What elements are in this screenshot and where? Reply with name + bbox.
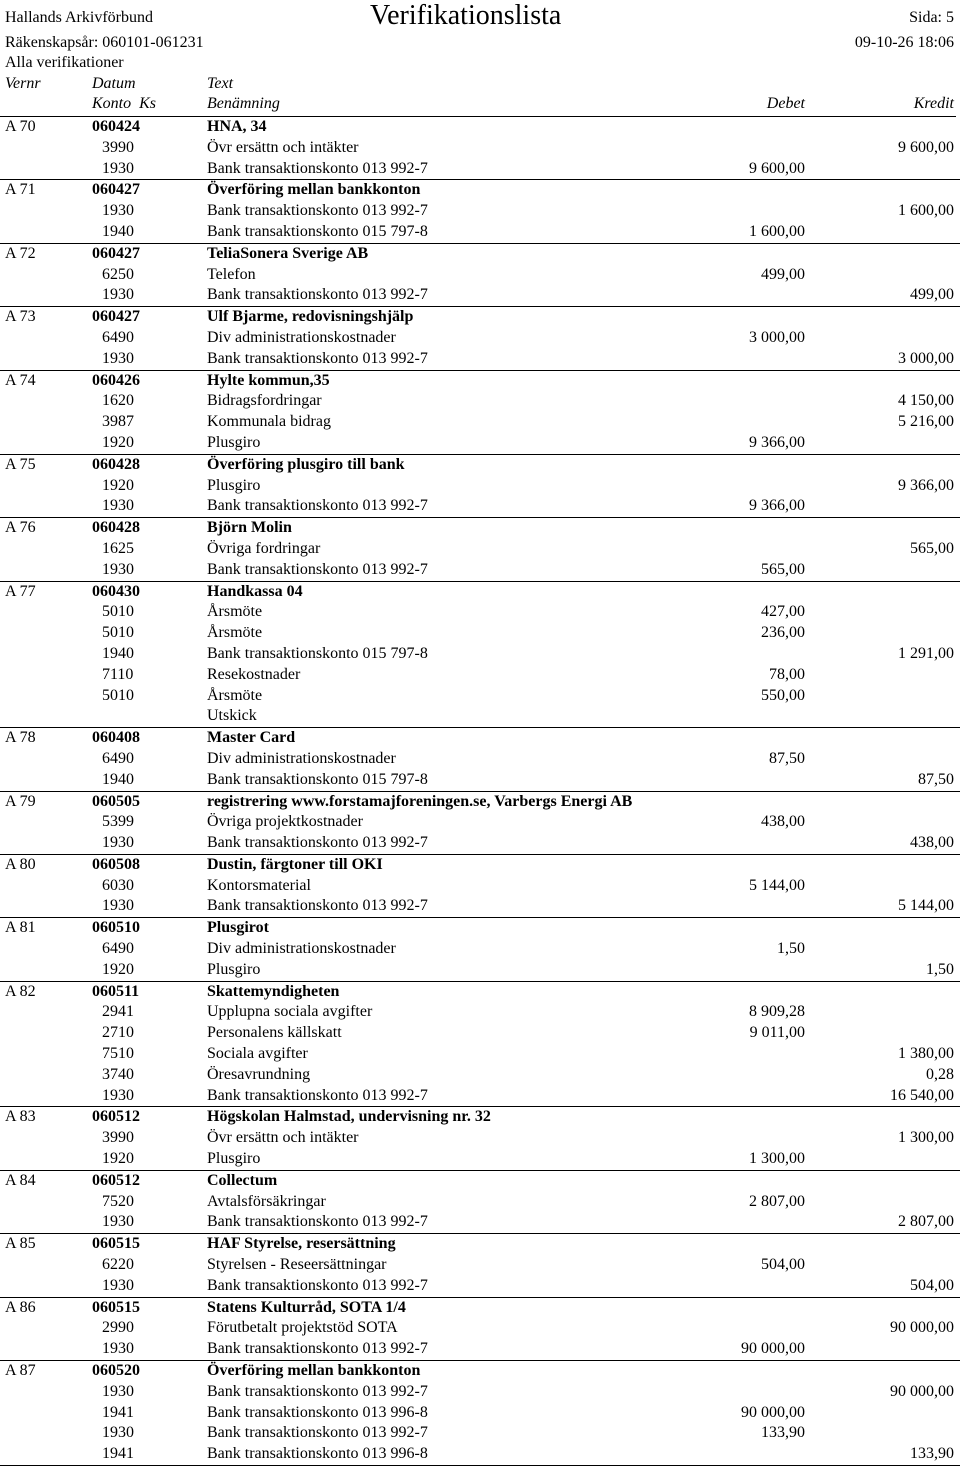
transaction-row [0, 476, 960, 497]
transaction-row [0, 602, 960, 623]
voucher [0, 1298, 960, 1361]
account-number: 5010 [102, 624, 134, 642]
account-name: Resekostnader [207, 665, 301, 683]
voucher-header-row [0, 244, 960, 265]
account-name: Öresavrundning [207, 1065, 311, 1083]
credit-amount: 499,00 [910, 286, 954, 304]
account-number: 7510 [102, 1045, 134, 1063]
voucher-header-row [0, 918, 960, 939]
account-name: Div administrationskostnader [207, 940, 396, 958]
transaction-row [0, 1276, 960, 1297]
credit-amount: 1 600,00 [898, 202, 954, 220]
voucher-text: Plusgirot [207, 919, 269, 937]
account-name: Sociala avgifter [207, 1045, 308, 1063]
account-number: 1930 [102, 349, 134, 367]
transaction-row [0, 222, 960, 243]
account-name: Bank transaktionskonto 013 992-7 [207, 1382, 428, 1400]
voucher-date: 060424 [92, 118, 140, 135]
transaction-row [0, 1044, 960, 1065]
account-name: Bank transaktionskonto 013 992-7 [207, 1424, 428, 1442]
debit-amount: 90 000,00 [741, 1403, 805, 1421]
transaction-row [0, 1255, 960, 1276]
account-number: 1920 [102, 960, 134, 978]
debit-amount: 78,00 [769, 665, 805, 683]
transaction-row [0, 328, 960, 349]
voucher-date: 060428 [92, 455, 140, 473]
transaction-row [0, 770, 960, 791]
voucher-text: TeliaSonera Sverige AB [207, 244, 369, 262]
voucher-date: 060427 [92, 181, 140, 199]
transaction-row [0, 1086, 960, 1107]
transaction-row [0, 1382, 960, 1403]
account-number: 1920 [102, 433, 134, 451]
voucher-text: HNA, 34 [207, 118, 267, 135]
debit-amount: 504,00 [761, 1256, 805, 1274]
voucher-number: A 72 [5, 244, 36, 262]
voucher [0, 982, 960, 1108]
credit-amount: 1 291,00 [898, 644, 954, 662]
page-title: Verifikationslista [370, 0, 562, 31]
transaction-row [0, 391, 960, 412]
voucher-number: A 86 [5, 1298, 36, 1316]
account-name: Bank transaktionskonto 013 992-7 [207, 349, 428, 367]
account-number: 1940 [102, 222, 134, 240]
account-name: Div administrationskostnader [207, 749, 396, 767]
account-number: 2710 [102, 1024, 134, 1042]
voucher-text: Överföring plusgiro till bank [207, 455, 405, 473]
account-number: 5010 [102, 686, 134, 704]
voucher [0, 1171, 960, 1234]
account-number: 1930 [102, 1340, 134, 1358]
account-name: Kontorsmaterial [207, 876, 311, 894]
account-number: 2941 [102, 1003, 134, 1021]
voucher-text: Överföring mellan bankkonton [207, 181, 421, 199]
debit-amount: 565,00 [761, 560, 805, 578]
account-number: 3987 [102, 413, 134, 431]
account-name: Bank transaktionskonto 013 992-7 [207, 1276, 428, 1294]
transaction-row [0, 349, 960, 370]
account-name: Årsmöte [207, 603, 263, 621]
voucher [0, 117, 960, 180]
debit-amount: 5 144,00 [749, 876, 805, 894]
column-header-text: Text [207, 75, 234, 92]
account-number: 1941 [102, 1445, 134, 1463]
account-name: Bank transaktionskonto 013 996-8 [207, 1445, 428, 1463]
account-number: 1930 [102, 1086, 134, 1104]
voucher [0, 371, 960, 455]
account-number: 5399 [102, 813, 134, 831]
voucher [0, 307, 960, 370]
voucher-header-row [0, 855, 960, 876]
column-header-debet: Debet [766, 95, 805, 112]
account-name: Bank transaktionskonto 013 992-7 [207, 497, 428, 515]
account-name: Övr ersättn och intäkter [207, 1129, 359, 1147]
transaction-row [0, 1339, 960, 1360]
account-number: 1940 [102, 770, 134, 788]
voucher [0, 582, 960, 729]
voucher-text: Dustin, färgtoner till OKI [207, 855, 383, 873]
page-number: Sida: 5 [909, 9, 954, 26]
voucher-text: Master Card [207, 729, 296, 747]
voucher-number: A 73 [5, 308, 36, 326]
voucher-date: 060505 [92, 792, 140, 810]
credit-amount: 504,00 [910, 1276, 954, 1294]
debit-amount: 9 600,00 [749, 159, 805, 177]
account-number: 1620 [102, 392, 134, 410]
transaction-row [0, 1403, 960, 1424]
voucher-header-row [0, 582, 960, 603]
account-number: 1930 [102, 286, 134, 304]
credit-amount: 90 000,00 [890, 1382, 954, 1400]
account-number: 1930 [102, 1382, 134, 1400]
voucher-date: 060408 [92, 729, 140, 747]
column-header-konto-ks: Konto Ks [92, 95, 157, 112]
transaction-row [0, 1192, 960, 1213]
account-name: Avtalsförsäkringar [207, 1192, 326, 1210]
voucher-text: Björn Molin [207, 519, 292, 537]
voucher-number: A 79 [5, 792, 36, 810]
voucher-number: A 78 [5, 729, 36, 747]
voucher-number: A 76 [5, 519, 36, 537]
transaction-row [0, 960, 960, 981]
account-name: Bank transaktionskonto 015 797-8 [207, 644, 428, 662]
transaction-row [0, 939, 960, 960]
debit-amount: 236,00 [761, 624, 805, 642]
credit-amount: 9 366,00 [898, 476, 954, 494]
debit-amount: 9 011,00 [749, 1024, 805, 1042]
voucher-number: A 74 [5, 371, 36, 389]
voucher-date: 060515 [92, 1298, 140, 1316]
transaction-row [0, 1318, 960, 1339]
account-number: 1920 [102, 476, 134, 494]
voucher-text: Collectum [207, 1171, 278, 1189]
debit-amount: 550,00 [761, 686, 805, 704]
transaction-row [0, 706, 960, 727]
transaction-row [0, 285, 960, 306]
account-name: Plusgiro [207, 433, 261, 451]
voucher-number: A 84 [5, 1171, 36, 1189]
voucher-text: Hylte kommun,35 [207, 371, 330, 389]
voucher-number: A 85 [5, 1235, 36, 1253]
account-name: Bank transaktionskonto 013 992-7 [207, 202, 428, 220]
transaction-row [0, 201, 960, 222]
voucher-header-row [0, 180, 960, 201]
credit-amount: 90 000,00 [890, 1319, 954, 1337]
voucher-header-row [0, 117, 960, 138]
credit-amount: 0,28 [926, 1065, 954, 1083]
voucher-header-row [0, 1107, 960, 1128]
voucher-number: A 75 [5, 455, 36, 473]
transaction-row [0, 1149, 960, 1170]
voucher [0, 728, 960, 791]
account-name: Div administrationskostnader [207, 328, 396, 346]
debit-amount: 9 366,00 [749, 497, 805, 515]
transaction-row [0, 560, 960, 581]
account-number: 1940 [102, 644, 134, 662]
voucher-header-row [0, 1171, 960, 1192]
voucher-date: 060512 [92, 1171, 140, 1189]
voucher-number: A 87 [5, 1362, 36, 1380]
voucher-date: 060520 [92, 1362, 140, 1380]
account-name: Plusgiro [207, 1150, 261, 1168]
debit-amount: 499,00 [761, 265, 805, 283]
transaction-row [0, 159, 960, 180]
voucher-text: Statens Kulturråd, SOTA 1/4 [207, 1298, 406, 1316]
debit-amount: 90 000,00 [741, 1340, 805, 1358]
voucher-header-row [0, 455, 960, 476]
debit-amount: 133,90 [761, 1424, 805, 1442]
print-timestamp: 09-10-26 18:06 [854, 34, 954, 51]
voucher-number: A 81 [5, 919, 36, 937]
credit-amount: 1 300,00 [898, 1129, 954, 1147]
account-name: Telefon [207, 265, 256, 283]
voucher-header-row [0, 792, 960, 813]
account-name: Bank transaktionskonto 013 992-7 [207, 1340, 428, 1358]
account-name: Bank transaktionskonto 013 992-7 [207, 1086, 428, 1104]
debit-amount: 3 000,00 [749, 328, 805, 346]
voucher-date: 060426 [92, 371, 140, 389]
transaction-row [0, 1128, 960, 1149]
selection-label: Alla verifikationer [5, 54, 124, 71]
account-number: 1930 [102, 560, 134, 578]
account-name: Bank transaktionskonto 013 992-7 [207, 834, 428, 852]
account-name: Plusgiro [207, 960, 261, 978]
voucher-text: Ulf Bjarme, redovisningshjälp [207, 308, 414, 326]
transaction-row [0, 876, 960, 897]
account-name: Bank transaktionskonto 013 992-7 [207, 286, 428, 304]
debit-amount: 1,50 [777, 940, 805, 958]
voucher-date: 060512 [92, 1108, 140, 1126]
debit-amount: 8 909,28 [749, 1003, 805, 1021]
voucher [0, 180, 960, 243]
account-number: 1930 [102, 897, 134, 915]
account-number: 3740 [102, 1065, 134, 1083]
account-number: 1930 [102, 1213, 134, 1231]
voucher [0, 1234, 960, 1297]
account-number: 3990 [102, 1129, 134, 1147]
transaction-row [0, 812, 960, 833]
column-header-datum: Datum [92, 75, 136, 92]
voucher-text: Högskolan Halmstad, undervisning nr. 32 [207, 1108, 491, 1126]
transaction-row [0, 1444, 960, 1465]
account-name: Bank transaktionskonto 015 797-8 [207, 770, 428, 788]
credit-amount: 565,00 [910, 539, 954, 557]
voucher-list [0, 117, 960, 1466]
transaction-row [0, 623, 960, 644]
account-name: Bank transaktionskonto 013 992-7 [207, 159, 428, 177]
account-name: Upplupna sociala avgifter [207, 1003, 373, 1021]
account-name: Bank transaktionskonto 015 797-8 [207, 222, 428, 240]
account-number: 1930 [102, 834, 134, 852]
debit-amount: 9 366,00 [749, 433, 805, 451]
account-name: Årsmöte [207, 624, 263, 642]
account-number: 1625 [102, 539, 134, 557]
debit-amount: 1 600,00 [749, 222, 805, 240]
voucher-header-row [0, 371, 960, 392]
fiscal-year: Räkenskapsår: 060101-061231 [5, 34, 204, 51]
voucher-number: A 82 [5, 982, 36, 1000]
credit-amount: 9 600,00 [898, 138, 954, 156]
transaction-row [0, 412, 960, 433]
account-number: 1930 [102, 1276, 134, 1294]
voucher [0, 1361, 960, 1466]
voucher-text: Överföring mellan bankkonton [207, 1362, 421, 1380]
voucher [0, 1107, 960, 1170]
column-header-benamning: Benämning [207, 95, 280, 112]
transaction-row [0, 1002, 960, 1023]
transaction-row [0, 644, 960, 665]
account-number: 1930 [102, 1424, 134, 1442]
voucher-date: 060430 [92, 582, 140, 600]
credit-amount: 1,50 [926, 960, 954, 978]
debit-amount: 427,00 [761, 603, 805, 621]
account-number: 1920 [102, 1150, 134, 1168]
debit-amount: 2 807,00 [749, 1192, 805, 1210]
account-number: 3990 [102, 138, 134, 156]
account-name: Kommunala bidrag [207, 413, 331, 431]
voucher-header-row [0, 1234, 960, 1255]
voucher-date: 060508 [92, 855, 140, 873]
credit-amount: 3 000,00 [898, 349, 954, 367]
voucher-header-row [0, 518, 960, 539]
debit-amount: 438,00 [761, 813, 805, 831]
voucher-number: A 83 [5, 1108, 36, 1126]
credit-amount: 1 380,00 [898, 1045, 954, 1063]
account-name: Bank transaktionskonto 013 992-7 [207, 897, 428, 915]
account-name: Bank transaktionskonto 013 996-8 [207, 1403, 428, 1421]
debit-amount: 1 300,00 [749, 1150, 805, 1168]
voucher-header-row [0, 728, 960, 749]
account-name: Övr ersättn och intäkter [207, 138, 359, 156]
account-number: 6490 [102, 940, 134, 958]
voucher [0, 855, 960, 918]
transaction-row [0, 1212, 960, 1233]
transaction-row [0, 1065, 960, 1086]
voucher-date: 060427 [92, 308, 140, 326]
voucher-text: HAF Styrelse, resersättning [207, 1235, 396, 1253]
account-number: 1941 [102, 1403, 134, 1421]
credit-amount: 87,50 [918, 770, 954, 788]
account-number: 6030 [102, 876, 134, 894]
credit-amount: 16 540,00 [890, 1086, 954, 1104]
account-name: Styrelsen - Reseersättningar [207, 1256, 387, 1274]
voucher-date: 060510 [92, 919, 140, 937]
account-number: 7110 [102, 665, 134, 683]
account-name: Bank transaktionskonto 013 992-7 [207, 560, 428, 578]
credit-amount: 438,00 [910, 834, 954, 852]
transaction-row [0, 496, 960, 517]
voucher-text: Handkassa 04 [207, 582, 303, 600]
voucher-header-row [0, 307, 960, 328]
account-number: 1930 [102, 497, 134, 515]
organization-name: Hallands Arkivförbund [5, 9, 153, 26]
transaction-row [0, 896, 960, 917]
voucher [0, 244, 960, 307]
account-name: Utskick [207, 707, 257, 725]
account-name: Plusgiro [207, 476, 261, 494]
account-number: 6250 [102, 265, 134, 283]
account-number: 1930 [102, 159, 134, 177]
transaction-row [0, 833, 960, 854]
voucher-date: 060427 [92, 244, 140, 262]
voucher-number: A 80 [5, 855, 36, 873]
account-number: 6490 [102, 328, 134, 346]
account-name: Bidragsfordringar [207, 392, 322, 410]
account-name: Årsmöte [207, 686, 263, 704]
transaction-row [0, 686, 960, 707]
transaction-row [0, 749, 960, 770]
voucher [0, 918, 960, 981]
account-number: 5010 [102, 603, 134, 621]
debit-amount: 87,50 [769, 749, 805, 767]
account-number: 6490 [102, 749, 134, 767]
account-number: 7520 [102, 1192, 134, 1210]
credit-amount: 4 150,00 [898, 392, 954, 410]
transaction-row [0, 1023, 960, 1044]
voucher-number: A 70 [5, 118, 36, 135]
credit-amount: 2 807,00 [898, 1213, 954, 1231]
credit-amount: 5 216,00 [898, 413, 954, 431]
transaction-row [0, 433, 960, 454]
account-number: 1930 [102, 202, 134, 220]
transaction-row [0, 265, 960, 286]
account-name: Övriga projektkostnader [207, 813, 363, 831]
account-name: Förutbetalt projektstöd SOTA [207, 1319, 398, 1337]
voucher-number: A 71 [5, 181, 36, 199]
transaction-row [0, 665, 960, 686]
account-number: 2990 [102, 1319, 134, 1337]
voucher [0, 518, 960, 581]
account-name: Övriga fordringar [207, 539, 321, 557]
voucher [0, 455, 960, 518]
voucher-text: Skattemyndigheten [207, 982, 340, 1000]
credit-amount: 5 144,00 [898, 897, 954, 915]
voucher-header-row [0, 1361, 960, 1382]
transaction-row [0, 1423, 960, 1444]
voucher-text: registrering www.forstamajforeningen.se, Varbergs Energi AB [207, 792, 633, 810]
voucher-date: 060428 [92, 519, 140, 537]
credit-amount: 133,90 [910, 1445, 954, 1463]
column-header-vernr: Vernr [5, 75, 41, 92]
transaction-row [0, 539, 960, 560]
account-name: Bank transaktionskonto 013 992-7 [207, 1213, 428, 1231]
voucher-date: 060515 [92, 1235, 140, 1253]
transaction-row [0, 138, 960, 159]
voucher-date: 060511 [92, 982, 140, 1000]
voucher-header-row [0, 1298, 960, 1319]
column-header-kredit: Kredit [913, 95, 954, 112]
account-number: 6220 [102, 1256, 134, 1274]
voucher-number: A 77 [5, 582, 36, 600]
voucher [0, 792, 960, 855]
voucher-header-row [0, 982, 960, 1003]
account-name: Personalens källskatt [207, 1024, 342, 1042]
